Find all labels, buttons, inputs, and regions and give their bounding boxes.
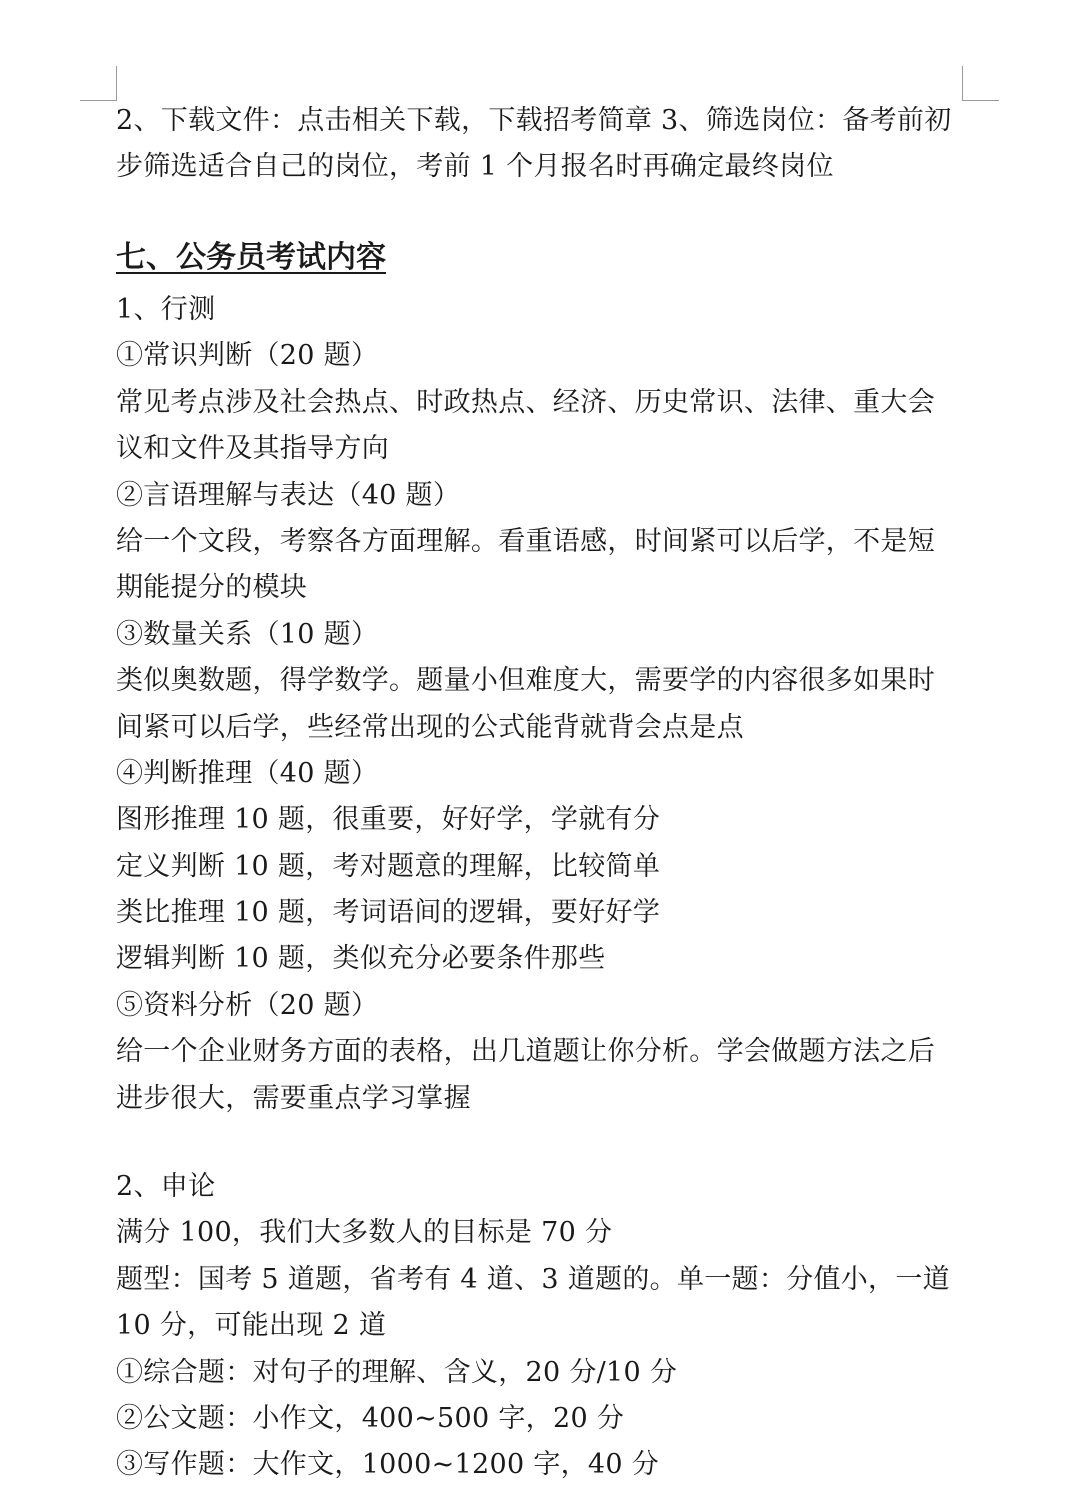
section-heading: 七、公务员考试内容 — [116, 240, 386, 275]
text-line: 题型：国考 5 道题，省考有 4 道、3 道题的。单一题：分值小，一道 — [116, 1263, 950, 1295]
text-line: 10 分，可能出现 2 道 — [116, 1310, 387, 1342]
subsection-title: 2、申论 — [116, 1171, 216, 1202]
list-item-title: ②公文题：小作文，400~500 字，20 分 — [116, 1402, 625, 1434]
text-line: 2、下载文件：点击相关下载，下载招考简章 3、筛选岗位：备考前初 — [116, 105, 952, 136]
xingce-section — [116, 287, 935, 1122]
text-line: 步筛选适合自己的岗位，考前 1 个月报名时再确定最终岗位 — [116, 151, 834, 183]
list-item-title: ③数量关系（10 题） — [116, 618, 379, 650]
text-line: 常见考点涉及社会热点、时政热点、经济、历史常识、法律、重大会 — [116, 386, 935, 418]
text-line: 给一个文段，考察各方面理解。看重语感，时间紧可以后学，不是短 — [116, 525, 935, 557]
text-line: 定义判断 10 题，考对题意的理解，比较简单 — [116, 850, 661, 882]
text-line: 图形推理 10 题，很重要，好好学，学就有分 — [116, 804, 661, 836]
subsection-title: 1、行测 — [116, 294, 216, 325]
list-item-title: ④判断推理（40 题） — [116, 757, 379, 789]
text-line: 议和文件及其指导方向 — [116, 433, 389, 465]
text-line: 间紧可以后学，些经常出现的公式能背就背会点是点 — [116, 711, 744, 743]
list-item-title: ①常识判断（20 题） — [116, 340, 379, 372]
margin-corner-mark-right — [962, 66, 999, 101]
margin-corner-mark-left — [80, 66, 117, 101]
list-item-title: ⑤资料分析（20 题） — [116, 989, 379, 1021]
text-line: 进步很大，需要重点学习掌握 — [116, 1082, 471, 1114]
text-line: 期能提分的模块 — [116, 572, 308, 604]
text-line: 给一个企业财务方面的表格，出几道题让你分析。学会做题方法之后 — [116, 1036, 935, 1068]
shenlun-section — [116, 1164, 950, 1489]
text-line: 类比推理 10 题，考词语间的逻辑，要好好学 — [116, 897, 661, 929]
list-item-title: ②言语理解与表达（40 题） — [116, 479, 461, 511]
text-line: 满分 100，我们大多数人的目标是 70 分 — [116, 1217, 613, 1249]
text-line: 逻辑判断 10 题，类似充分必要条件那些 — [116, 943, 606, 975]
list-item-title: ①综合题：对句子的理解、含义，20 分/10 分 — [116, 1356, 678, 1388]
intro-paragraph — [116, 98, 952, 191]
text-line: 类似奥数题，得学数学。题量小但难度大，需要学的内容很多如果时 — [116, 665, 935, 697]
list-item-title: ③写作题：大作文，1000~1200 字，40 分 — [116, 1449, 660, 1481]
